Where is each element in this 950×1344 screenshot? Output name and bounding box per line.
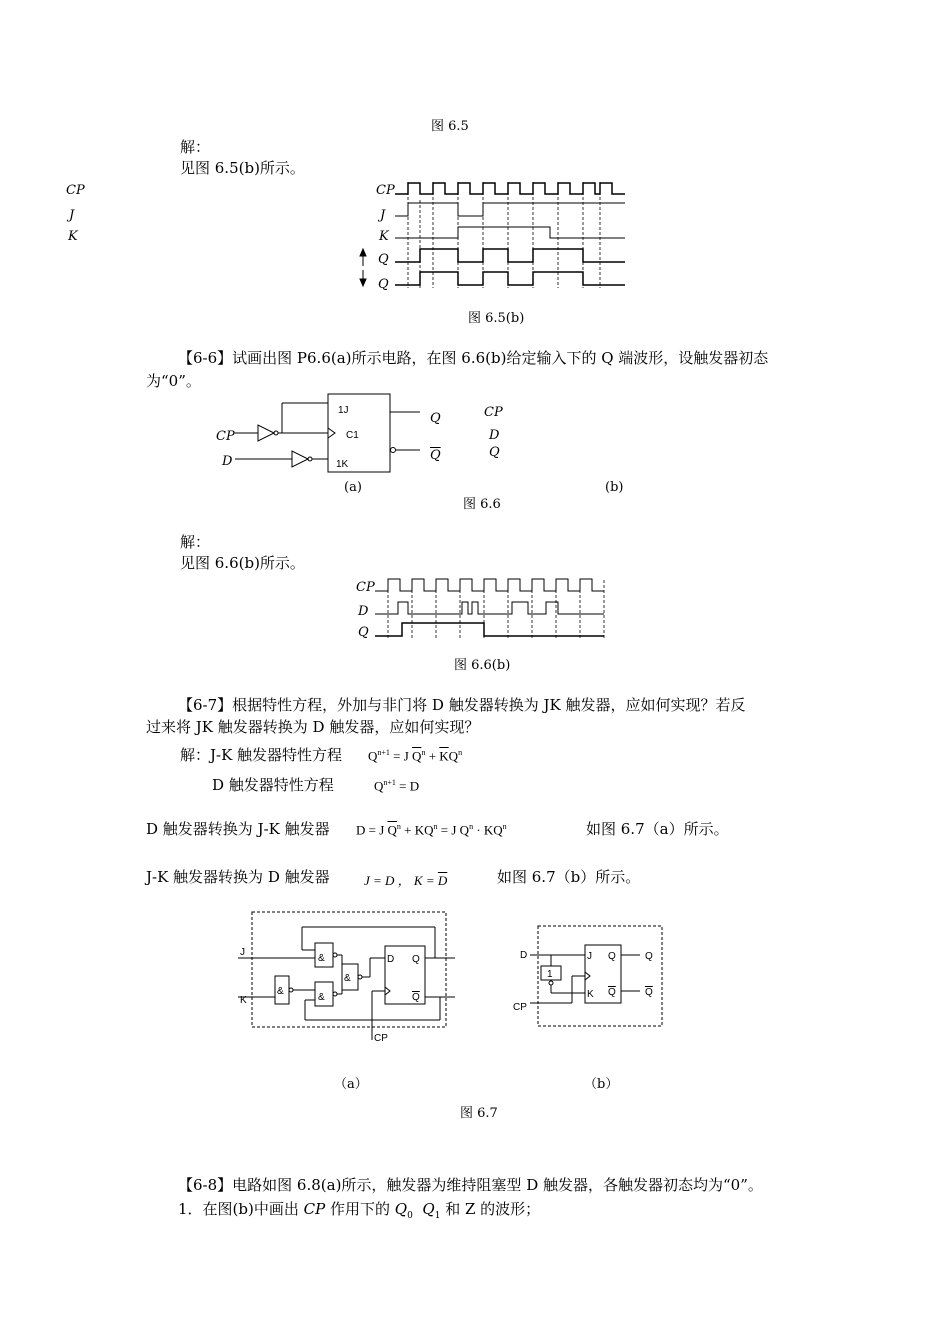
fig-b-label-q: Q: [489, 445, 500, 460]
solution-text: 见图 6.5(b)所示。: [180, 159, 305, 177]
wave66-label-cp: CP: [356, 580, 375, 595]
problem-6-8-line2: 1．在图(b)中画出 CP 作用下的 $Q_0$ $Q_1$ 和 Z 的波形；: [178, 1200, 541, 1221]
fig67a-qbar: Q: [412, 992, 420, 1003]
fig67a-gate3: &: [318, 992, 325, 1003]
fig67b-qbar-out: Q: [645, 987, 653, 998]
circuit-in-d: D: [222, 454, 233, 469]
figure-caption-6-6: 图 6.6: [463, 497, 501, 512]
figure-caption-6-5: 图 6.5: [431, 119, 469, 134]
sub-a: (a): [344, 480, 362, 495]
label-k: K: [68, 229, 78, 244]
wave-label-k: K: [379, 229, 389, 244]
wave66-label-q: Q: [358, 625, 369, 640]
d-equation: $Q^{n+1} = D$: [374, 778, 420, 794]
figure-caption-6-5b: 图 6.5(b): [468, 311, 525, 326]
jk-equation: $Q^{n+1} = J$ $\overline{Q}^n + \overline{K}Q^n$: [368, 748, 463, 764]
wave-label-cp: CP: [376, 183, 395, 198]
fig67a-gate2: &: [277, 986, 284, 997]
circuit-out-q: Q: [430, 411, 441, 426]
d-to-jk-equation: D = J $\overline{Q}^n + KQ^n = J$ $Q^n \cdot KQ^n$: [356, 822, 507, 838]
fig67a-q: Q: [412, 954, 420, 965]
fig67a-gate1: &: [318, 953, 325, 964]
sub-a-67: （a）: [334, 1077, 368, 1092]
fig67a-gate4: &: [344, 973, 351, 984]
problem-6-8-line1: 【6-8】电路如图 6.8(a)所示，触发器为维持阻塞型 D 触发器，各触发器初态均为“0”。: [178, 1176, 763, 1194]
sub-b-67: （b）: [584, 1077, 619, 1092]
wave66-label-d: D: [358, 604, 369, 619]
fig67b-k: K: [587, 989, 594, 1000]
solution-text-66: 见图 6.6(b)所示。: [180, 554, 305, 572]
d-to-jk-label: D 触发器转换为 J-K 触发器: [146, 820, 330, 838]
problem-6-7-line1: 【6-7】根据特性方程，外加与非门将 D 触发器转换为 JK 触发器，应如何实现？若反: [178, 696, 746, 714]
fig67a-k: K: [240, 995, 247, 1006]
circuit-out-qbar: $\overline{Q}$: [430, 448, 441, 463]
circuit-in-cp: CP: [216, 429, 235, 444]
fig67a-cp: CP: [374, 1033, 388, 1044]
problem-6-7-line2: 过来将 JK 触发器转换为 D 触发器，应如何实现？: [146, 718, 480, 736]
jk-to-d-ref: 如图 6.7（b）所示。: [497, 868, 641, 886]
pin-1j: 1J: [338, 405, 349, 416]
jk-to-d-equation: J = D ， $K = \overline{D}$: [364, 873, 448, 888]
fig67b-q: Q: [608, 951, 616, 962]
jk-to-d-label: J-K 触发器转换为 D 触发器: [146, 868, 330, 886]
pin-1k: 1K: [336, 459, 349, 470]
pin-c1: C1: [346, 430, 359, 441]
fig-b-label-d: D: [489, 428, 500, 443]
problem-6-6-line2: 为“0”。: [146, 372, 201, 390]
fig-b-label-cp: CP: [484, 405, 503, 420]
fig67b-qbar: Q: [608, 987, 616, 998]
fig67a-j: J: [240, 947, 245, 958]
wave-label-q1: Q: [378, 252, 389, 267]
problem-6-6-line1: 【6-6】试画出图 P6.6(a)所示电路，在图 6.6(b)给定输入下的 Q 端波形，设触发器初态: [178, 349, 769, 367]
figure-caption-6-6b: 图 6.6(b): [454, 658, 511, 673]
jk-equation-label: 解：J-K 触发器特性方程: [180, 746, 343, 764]
fig67b-cp: CP: [513, 1002, 527, 1013]
figure-caption-6-7: 图 6.7: [460, 1106, 498, 1121]
fig67a-d: D: [387, 954, 395, 965]
label-j: J: [69, 208, 75, 223]
label-cp: CP: [66, 183, 85, 198]
d-equation-label: D 触发器特性方程: [212, 776, 334, 794]
solution-label: 解：: [180, 138, 211, 156]
fig67b-d: D: [520, 950, 528, 961]
sub-b: (b): [605, 480, 624, 495]
wave-label-j: J: [380, 208, 386, 223]
wave-label-q2: Q: [378, 277, 389, 292]
fig67b-j: J: [587, 951, 592, 962]
d-to-jk-ref: 如图 6.7（a）所示。: [586, 820, 729, 838]
fig67b-q-out: Q: [645, 951, 653, 962]
fig67b-not: 1: [547, 969, 553, 980]
solution-label-66: 解：: [180, 533, 211, 551]
